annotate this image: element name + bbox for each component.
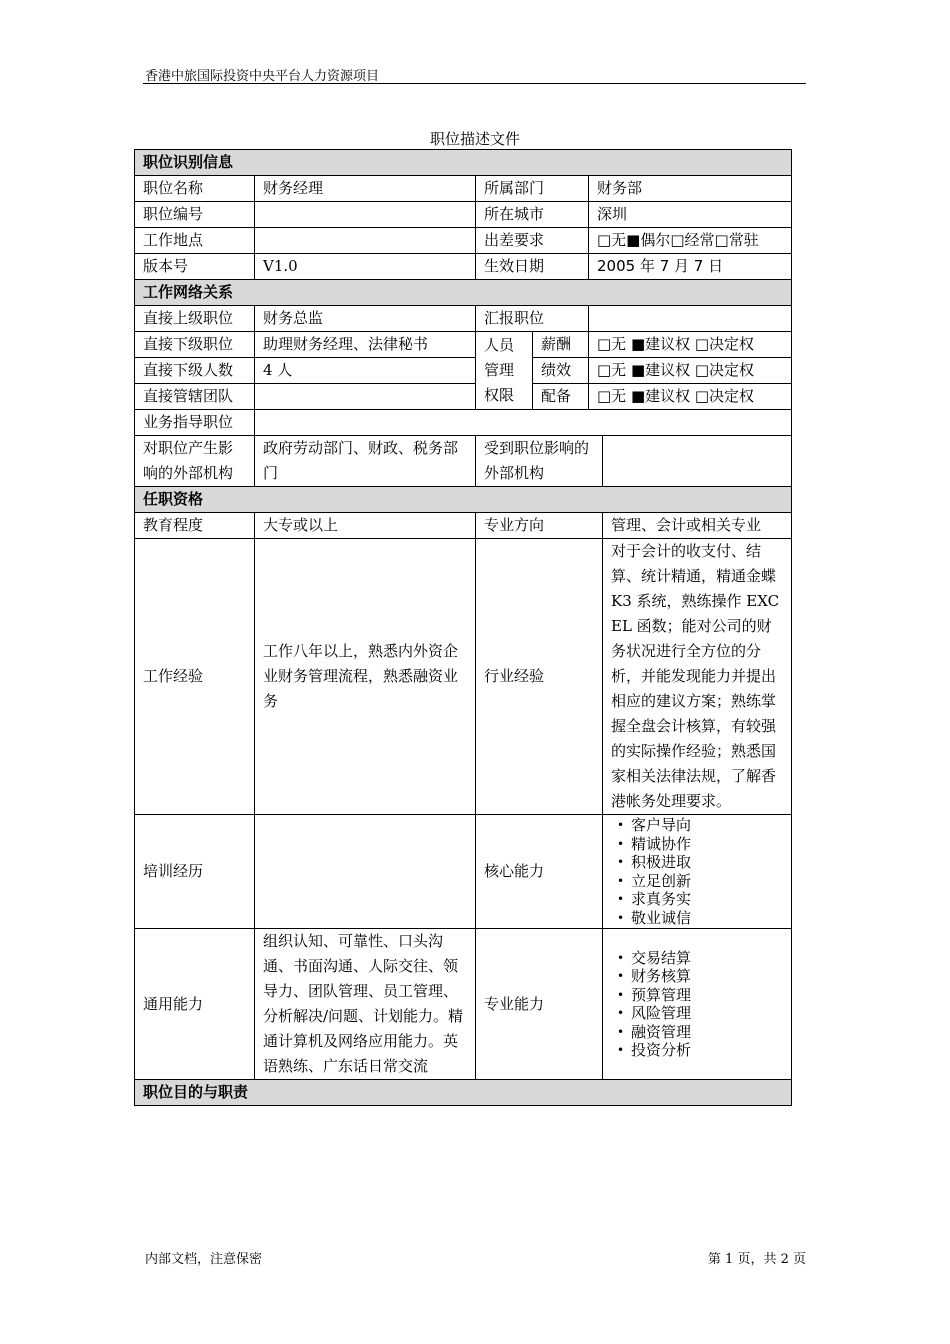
staffing-label: 配备 <box>533 384 589 410</box>
position-no-value <box>255 202 476 228</box>
hr-label-line-3: 权限 <box>484 386 515 404</box>
header-divider <box>143 83 806 84</box>
core-label: 核心能力 <box>476 815 603 929</box>
list-item: • 融资管理 <box>631 1023 783 1042</box>
list-item: • 财务核算 <box>631 967 783 986</box>
list-item: • 交易结算 <box>631 949 783 968</box>
work-exp-value: 工作八年以上，熟悉内外资企业财务管理流程，熟悉融资业务 <box>255 539 476 815</box>
sub-count-label: 直接下级人数 <box>135 358 255 384</box>
sub-count-value: 4 人 <box>255 358 476 384</box>
general-value: 组织认知、可靠性、口头沟通、书面沟通、人际交往、领导力、团队管理、员工管理、分析解决/问题、计划能力。精通计算机及网络应用能力。英语熟练、广东话日常交流 <box>255 929 476 1080</box>
general-label: 通用能力 <box>135 929 255 1080</box>
version-label: 版本号 <box>135 254 255 280</box>
effective-date-label: 生效日期 <box>476 254 589 280</box>
education-label: 教育程度 <box>135 513 255 539</box>
section-purpose: 职位目的与职责 <box>135 1080 792 1106</box>
major-label: 专业方向 <box>476 513 603 539</box>
pro-competency-list-cell <box>603 929 792 1080</box>
team-label: 直接管辖团队 <box>135 384 255 410</box>
city-value: 深圳 <box>589 202 792 228</box>
position-no-label: 职位编号 <box>135 202 255 228</box>
guide-label: 业务指导职位 <box>135 410 255 436</box>
perf-value: □无 ■建议权 □决定权 <box>589 358 792 384</box>
report-label: 汇报职位 <box>476 306 589 332</box>
location-value <box>255 228 476 254</box>
ext-influence-value: 政府劳动部门、财政、税务部门 <box>255 436 476 487</box>
training-label: 培训经历 <box>135 815 255 929</box>
city-label: 所在城市 <box>476 202 589 228</box>
effective-date-value: 2005 年 7 月 7 日 <box>589 254 792 280</box>
list-item: • 精诚协作 <box>631 835 783 854</box>
travel-value: □无■偶尔□经常□常驻 <box>589 228 792 254</box>
core-competency-list <box>611 816 783 927</box>
job-description-table <box>134 149 792 1106</box>
ext-influence-label: 对职位产生影响的外部机构 <box>135 436 255 487</box>
list-item: • 敬业诚信 <box>631 909 783 928</box>
guide-value <box>255 410 792 436</box>
list-item: • 积极进取 <box>631 853 783 872</box>
ext-affected-value <box>603 436 792 487</box>
list-item: • 风险管理 <box>631 1004 783 1023</box>
dept-label: 所属部门 <box>476 176 589 202</box>
staffing-value: □无 ■建议权 □决定权 <box>589 384 792 410</box>
team-value <box>255 384 476 410</box>
core-competency-list-cell <box>603 815 792 929</box>
position-name-value: 财务经理 <box>255 176 476 202</box>
perf-label: 绩效 <box>533 358 589 384</box>
version-value: V1.0 <box>255 254 476 280</box>
report-value <box>589 306 792 332</box>
hr-label-line-2: 管理 <box>484 361 515 379</box>
position-name-label: 职位名称 <box>135 176 255 202</box>
hr-authority-label <box>476 332 533 410</box>
training-value <box>255 815 476 929</box>
list-item: • 投资分析 <box>631 1041 783 1060</box>
dept-value: 财务部 <box>589 176 792 202</box>
travel-label: 出差要求 <box>476 228 589 254</box>
list-item: • 客户导向 <box>631 816 783 835</box>
list-item: • 立足创新 <box>631 872 783 891</box>
industry-exp-label: 行业经验 <box>476 539 603 815</box>
location-label: 工作地点 <box>135 228 255 254</box>
list-item: • 求真务实 <box>631 890 783 909</box>
footer-page-number: 第 1 页，共 2 页 <box>707 1252 806 1267</box>
section-identity: 职位识别信息 <box>135 150 792 176</box>
education-value: 大专或以上 <box>255 513 476 539</box>
superior-label: 直接上级职位 <box>135 306 255 332</box>
industry-exp-value: 对于会计的收支付、结算、统计精通，精通金蝶 K3 系统，熟练操作 EXCEL 函数；能对公司的财务状况进行全方位的分析，并能发现能力并提出相应的建议方案；熟练掌握全盘会计核算，有较强的实际操作经验；熟悉国家相关法律法规，了解香港帐务处理要求。 <box>603 539 792 815</box>
pro-competency-list <box>611 949 783 1060</box>
subordinate-value: 助理财务经理、法律秘书 <box>255 332 476 358</box>
salary-label: 薪酬 <box>533 332 589 358</box>
footer-confidential: 内部文档，注意保密 <box>145 1252 263 1267</box>
hr-label-line-1: 人员 <box>484 336 515 354</box>
section-qualification: 任职资格 <box>135 487 792 513</box>
document-title: 职位描述文件 <box>429 130 520 148</box>
list-item: • 预算管理 <box>631 986 783 1005</box>
salary-value: □无 ■建议权 □决定权 <box>589 332 792 358</box>
section-network: 工作网络关系 <box>135 280 792 306</box>
ext-affected-label: 受到职位影响的外部机构 <box>476 436 603 487</box>
work-exp-label: 工作经验 <box>135 539 255 815</box>
header-title: 香港中旅国际投资中央平台人力资源项目 <box>145 69 380 84</box>
pro-label: 专业能力 <box>476 929 603 1080</box>
subordinate-label: 直接下级职位 <box>135 332 255 358</box>
major-value: 管理、会计或相关专业 <box>603 513 792 539</box>
superior-value: 财务总监 <box>255 306 476 332</box>
